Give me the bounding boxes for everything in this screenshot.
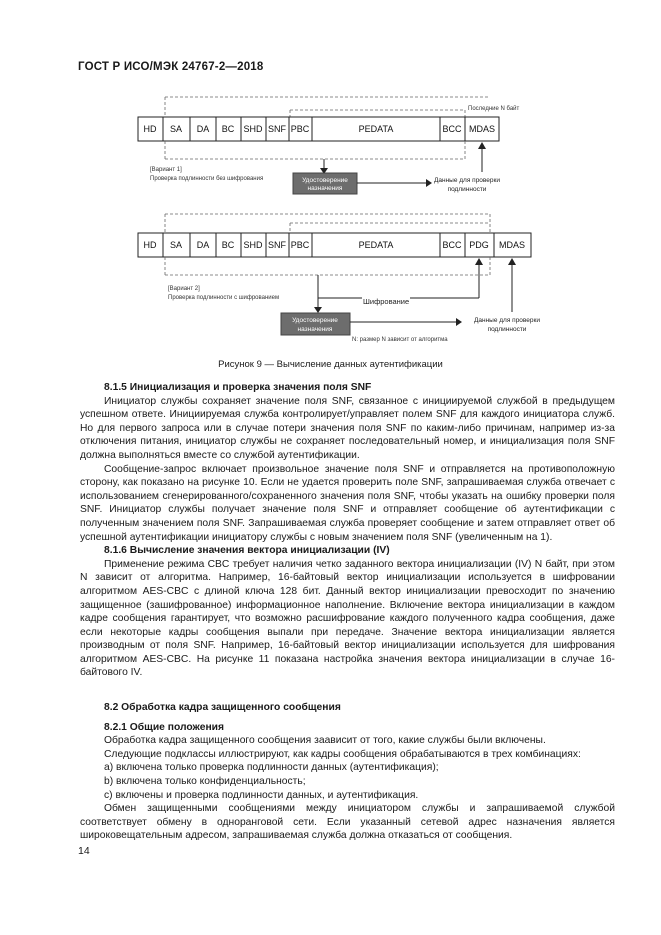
- authentication-figure: [0, 0, 661, 360]
- data-label-1-line2: подлинности: [447, 186, 487, 193]
- frame1-field-shd: SHD: [243, 124, 263, 134]
- section-8-2-1-paragraph-1: Обработка кадра защищенного сообщения заависит от того, какие службы были включены.: [104, 735, 546, 747]
- auth-box-1-line2: назначения: [307, 185, 343, 192]
- frame1-field-bc: BC: [221, 124, 235, 134]
- frame1-field-da: DA: [196, 124, 210, 134]
- frame2-field-pedata: PEDATA: [358, 240, 394, 250]
- auth-box-1-line1: Удостоверение: [302, 177, 348, 184]
- section-8-2-title: 8.2 Обработка кадра защищенного сообщения: [104, 702, 341, 713]
- frame2-field-hd: HD: [143, 240, 157, 250]
- data-label-2-line1: Данные для проверки: [473, 317, 541, 324]
- section-8-1-5-title: 8.1.5 Инициализация и проверка значения поля SNF: [104, 382, 372, 393]
- frame2-field-shd: SHD: [243, 240, 263, 250]
- section-8-1-5-paragraph-2: Сообщение-запрос включает произвольное значение поля SNF и отправляется на противоположную сторону, как показано на рисунке 10. Если не удается проверить поле SNF, запрашиваемая служба отвечает с использованием сгенерированного/сохраненного значения поля SNF, чтобы указать на ошибку проверки поля SNF. Инициатор службы получает значение поля SNF и отправляет сообщение об аутентификации с полученным значением поля SNF. Запрашиваемая служба проверяет сообщение и затем отправляет ответ об успешной аутентификации инициатору службы с новым значением поля SNF (увеличенным на 1).: [80, 463, 615, 543]
- frame1-field-bcc: BCC: [442, 124, 462, 134]
- frame2-field-sa: SA: [169, 240, 183, 250]
- page-number: 14: [78, 845, 90, 857]
- frame1-field-pedata: PEDATA: [358, 124, 394, 134]
- frame1: [138, 117, 499, 141]
- body-text-block-2: [80, 701, 615, 843]
- variant1-desc: Проверка подлинности без шифрования: [150, 176, 264, 182]
- list-item-c: с) включены и проверка подлинности данных, и аутентификация.: [104, 789, 419, 801]
- section-8-1-6-title: 8.1.6 Вычисление значения вектора инициализации (IV): [104, 545, 390, 557]
- frame2-field-bc: BC: [221, 240, 235, 250]
- auth-box-2-line2: назначения: [297, 326, 333, 333]
- frame2-field-pdg: PDG: [469, 240, 489, 250]
- data-label-1-line1: Данные для проверки: [433, 177, 501, 184]
- frame1-field-pbc: PBC: [290, 124, 310, 134]
- variant2-desc: Проверка подлинности с шифрованием: [168, 295, 280, 301]
- n-size-note: N: размер N зависит от алгоритма: [352, 337, 448, 343]
- last-n-bytes-label: Последние N байт: [468, 106, 520, 112]
- variant2-label: [Вариант 2]: [168, 286, 200, 292]
- list-item-b: b) включена только конфиденциальность;: [104, 775, 306, 787]
- section-8-2-1-paragraph-2: Следующие подклассы иллюстрируют, как кадры сообщения обрабатываются в трех комбинациях:: [104, 748, 581, 760]
- frame2-field-bcc: BCC: [442, 240, 462, 250]
- frame2-field-pbc: PBC: [290, 240, 310, 250]
- figure-caption: Рисунок 9 — Вычисление данных аутентификации: [218, 359, 443, 370]
- frame2-field-mdas: MDAS: [498, 240, 526, 250]
- encryption-label: Шифрование: [363, 297, 410, 306]
- frame2-field-snf: SNF: [268, 240, 286, 250]
- variant1-label: [Вариант 1]: [150, 167, 182, 173]
- section-8-2-1-paragraph-3: Обмен защищенными сообщениями между инициатором службы и запрашиваемой службой соответствует обмену в одноранговой сети. Если указанный сетевой адрес назначения является широковещательным адресом, запрашиваемая служба должна отказаться от сообщения.: [80, 803, 615, 842]
- section-8-1-6-paragraph-1: Применение режима CBC требует наличия четко заданного вектора инициализации (IV) N байт, при этом N зависит от алгоритма. Например, 16-байтовый вектор инициализации используется в шифровании алгоритмом AES-CBC с длиной ключа 128 бит. Данный вектор инициализации превосходит по значению защищенное (зашифрованное) информационное наполнение. Включение вектора инициализации в каждом кадре сообщения гарантирует, что возможно расшифрование каждого полученного кадра сообщения, даже если некоторые кадры сообщения выпали при передаче. Значение вектора инициализации является производным от поля SNF. Например, 16-байтовый вектор инициализации используется для шифрования алгоритмом AES-CBC. На рисунке 11 показана настройка значения вектора инициализации в случае 16-байтового IV.: [80, 558, 615, 679]
- frame1-field-snf: SNF: [268, 124, 286, 134]
- body-text-block-1: [80, 381, 615, 680]
- frame1-field-mdas: MDAS: [468, 124, 496, 134]
- section-8-2-1-title: 8.2.1 Общие положения: [104, 721, 224, 733]
- frame1-field-sa: SA: [169, 124, 183, 134]
- frame2: [138, 233, 531, 257]
- section-8-1-5-paragraph-1: Инициатор службы сохраняет значение поля SNF, связанное с инициируемой службой в предыдущем успешном ответе. Инициируемая служба контролирует/управляет полем SNF для каждого инициатора служб. Но для первого запроса или в случае потери значения поля SNF по каким-либо причинам, например из-за отключения питания, инициатор службы не сохраняет последовательный номер, и инициализация поля SNF должна выполняться вместе со службой аутентификации.: [80, 395, 615, 461]
- document-header: ГОСТ Р ИСО/МЭК 24767-2—2018: [78, 61, 264, 73]
- list-item-a: а) включена только проверка подлинности данных (аутентификация);: [104, 762, 439, 774]
- frame2-field-da: DA: [196, 240, 210, 250]
- auth-box-2-line1: Удостоверение: [292, 317, 338, 324]
- frame1-field-hd: HD: [143, 124, 157, 134]
- data-label-2-line2: подлинности: [487, 326, 527, 333]
